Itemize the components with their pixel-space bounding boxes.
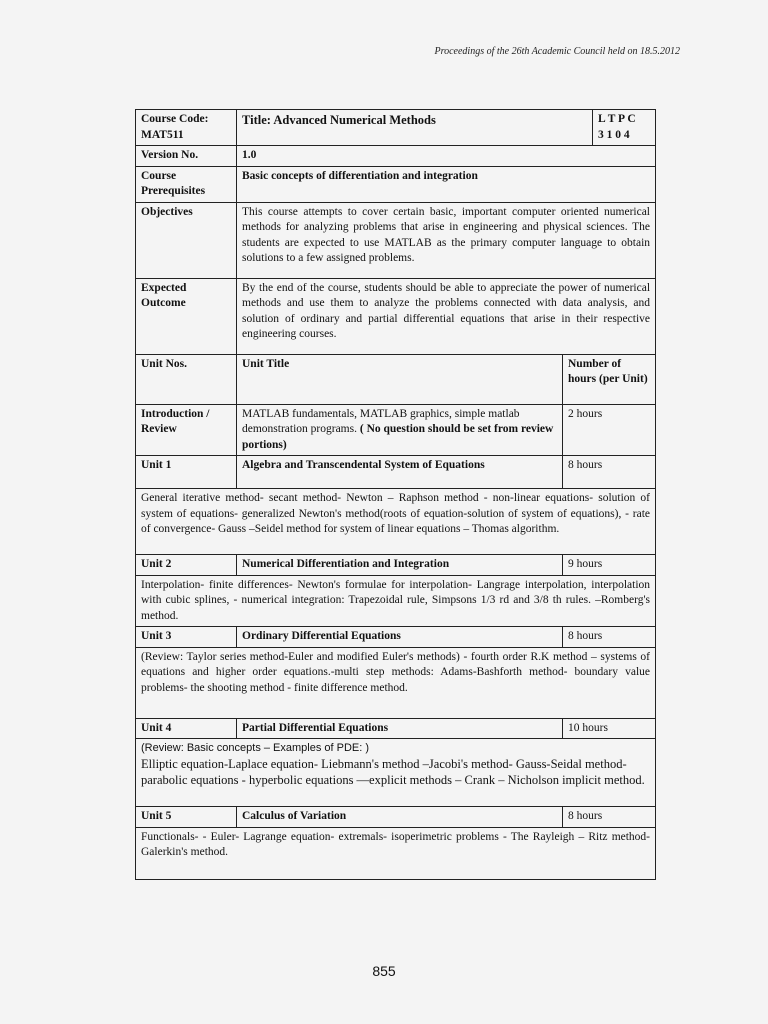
proceedings-header: Proceedings of the 26th Academic Council held on 18.5.2012	[434, 46, 680, 57]
unit-content: (Review: Taylor series method-Euler and modified Euler's methods) - fourth order R.K method – systems of equations and higher order equations.-multi step methods: Adams-Bashforth method- boundary value problems- the shooting method - finite difference method.	[136, 647, 656, 718]
unit-content: Interpolation- finite differences- Newton's formulae for interpolation- Langrage interpolation, interpolation with cubic splines, - numerical integration: Trapezoidal rule, Simpsons 1/3 rd and 3/8 th rules. –Romberg's method.	[136, 575, 656, 627]
unit-content-row	[136, 575, 656, 627]
course-code-row	[136, 110, 656, 146]
unit-title: Partial Differential Equations	[237, 718, 563, 739]
prerequisites-value: Basic concepts of differentiation and integration	[237, 166, 656, 202]
version-label: Version No.	[136, 146, 237, 167]
course-code-label: Course Code:	[141, 113, 209, 125]
ltpc-label: L T P C	[598, 113, 636, 125]
page-number: 855	[372, 963, 396, 979]
objectives-text: This course attempts to cover certain basic, important computer oriented numerical methods for analyzing problems that arise in engineering and physical sciences. The students are expected to use MATLAB as the primary computer language to obtain solutions to a few assigned problems.	[237, 202, 656, 278]
unit-title-header: Unit Title	[237, 354, 563, 404]
unit-label: Unit 5	[136, 807, 237, 828]
unit-title: Calculus of Variation	[237, 807, 563, 828]
outcome-label-line2: Outcome	[141, 297, 186, 310]
unit-row	[136, 807, 656, 828]
units-header-row	[136, 354, 656, 404]
version-row	[136, 146, 656, 167]
prerequisites-label-line1: Course	[141, 169, 177, 182]
unit-content: Elliptic equation-Laplace equation- Liebmann's method –Jacobi's method- Gauss-Seidal method- parabolic equations - hyperbolic equations —explicit methods – Crank – Nicholson implicit method.	[141, 757, 645, 788]
unit-content-row	[136, 647, 656, 718]
version-value: 1.0	[237, 146, 656, 167]
outcome-row	[136, 278, 656, 354]
intro-hours: 2 hours	[563, 404, 656, 456]
unit-hours: 10 hours	[563, 718, 656, 739]
objectives-row	[136, 202, 656, 278]
ltpc-cell	[593, 110, 656, 146]
unit-row	[136, 627, 656, 648]
unit-content-row	[136, 827, 656, 879]
unit-review-note: (Review: Basic concepts – Examples of PDE: )	[141, 742, 370, 755]
hours-header: Number of hours (per Unit)	[563, 354, 656, 404]
unit-row	[136, 456, 656, 489]
unit-content-row	[136, 739, 656, 807]
unit-content: General iterative method- secant method- Newton – Raphson method - non-linear equations- solution of system of equations- generalized Newton's method(roots of equation-solution of system of equations), - rate of convergence- Gauss –Seidel method for system of linear equations – Thomas algorithm.	[136, 489, 656, 555]
syllabus-table	[135, 109, 656, 880]
unit-title: Ordinary Differential Equations	[237, 627, 563, 648]
unit-label: Unit 1	[136, 456, 237, 489]
outcome-label-line1: Expected	[141, 281, 187, 294]
unit-label: Unit 2	[136, 555, 237, 576]
outcome-label-cell	[136, 278, 237, 354]
intro-label: Introduction / Review	[136, 404, 237, 456]
course-code-cell	[136, 110, 237, 146]
course-code-value: MAT511	[141, 128, 184, 141]
objectives-label: Objectives	[136, 202, 237, 278]
prerequisites-label-cell	[136, 166, 237, 202]
intro-row	[136, 404, 656, 456]
unit-content: Functionals- - Euler- Lagrange equation- extremals- isoperimetric problems - The Rayleigh – Ritz method- Galerkin's method.	[136, 827, 656, 879]
unit-content-cell	[136, 739, 656, 807]
unit-title: Numerical Differentiation and Integration	[237, 555, 563, 576]
outcome-text: By the end of the course, students should be able to appreciate the power of numerical methods and use them to analyze the problems connected with data analysis, and solution of ordinary and partial differential equations that arise in their respective engineering courses.	[237, 278, 656, 354]
intro-content: MATLAB fundamentals, MATLAB graphics, simple matlab demonstration programs.	[242, 407, 520, 436]
intro-content-cell	[237, 404, 563, 456]
unit-label: Unit 4	[136, 718, 237, 739]
prerequisites-row	[136, 166, 656, 202]
prerequisites-label-line2: Prerequisites	[141, 185, 206, 198]
unit-content-row	[136, 489, 656, 555]
unit-nos-header: Unit Nos.	[136, 354, 237, 404]
unit-hours: 8 hours	[563, 807, 656, 828]
unit-hours: 8 hours	[563, 627, 656, 648]
unit-hours: 8 hours	[563, 456, 656, 489]
unit-title: Algebra and Transcendental System of Equations	[237, 456, 563, 489]
unit-label: Unit 3	[136, 627, 237, 648]
unit-hours: 9 hours	[563, 555, 656, 576]
course-title: Title: Advanced Numerical Methods	[237, 110, 593, 146]
ltpc-value: 3 1 0 4	[598, 128, 630, 141]
unit-row	[136, 555, 656, 576]
unit-row	[136, 718, 656, 739]
intro-note: ( No question should be set from review portions)	[242, 423, 554, 451]
